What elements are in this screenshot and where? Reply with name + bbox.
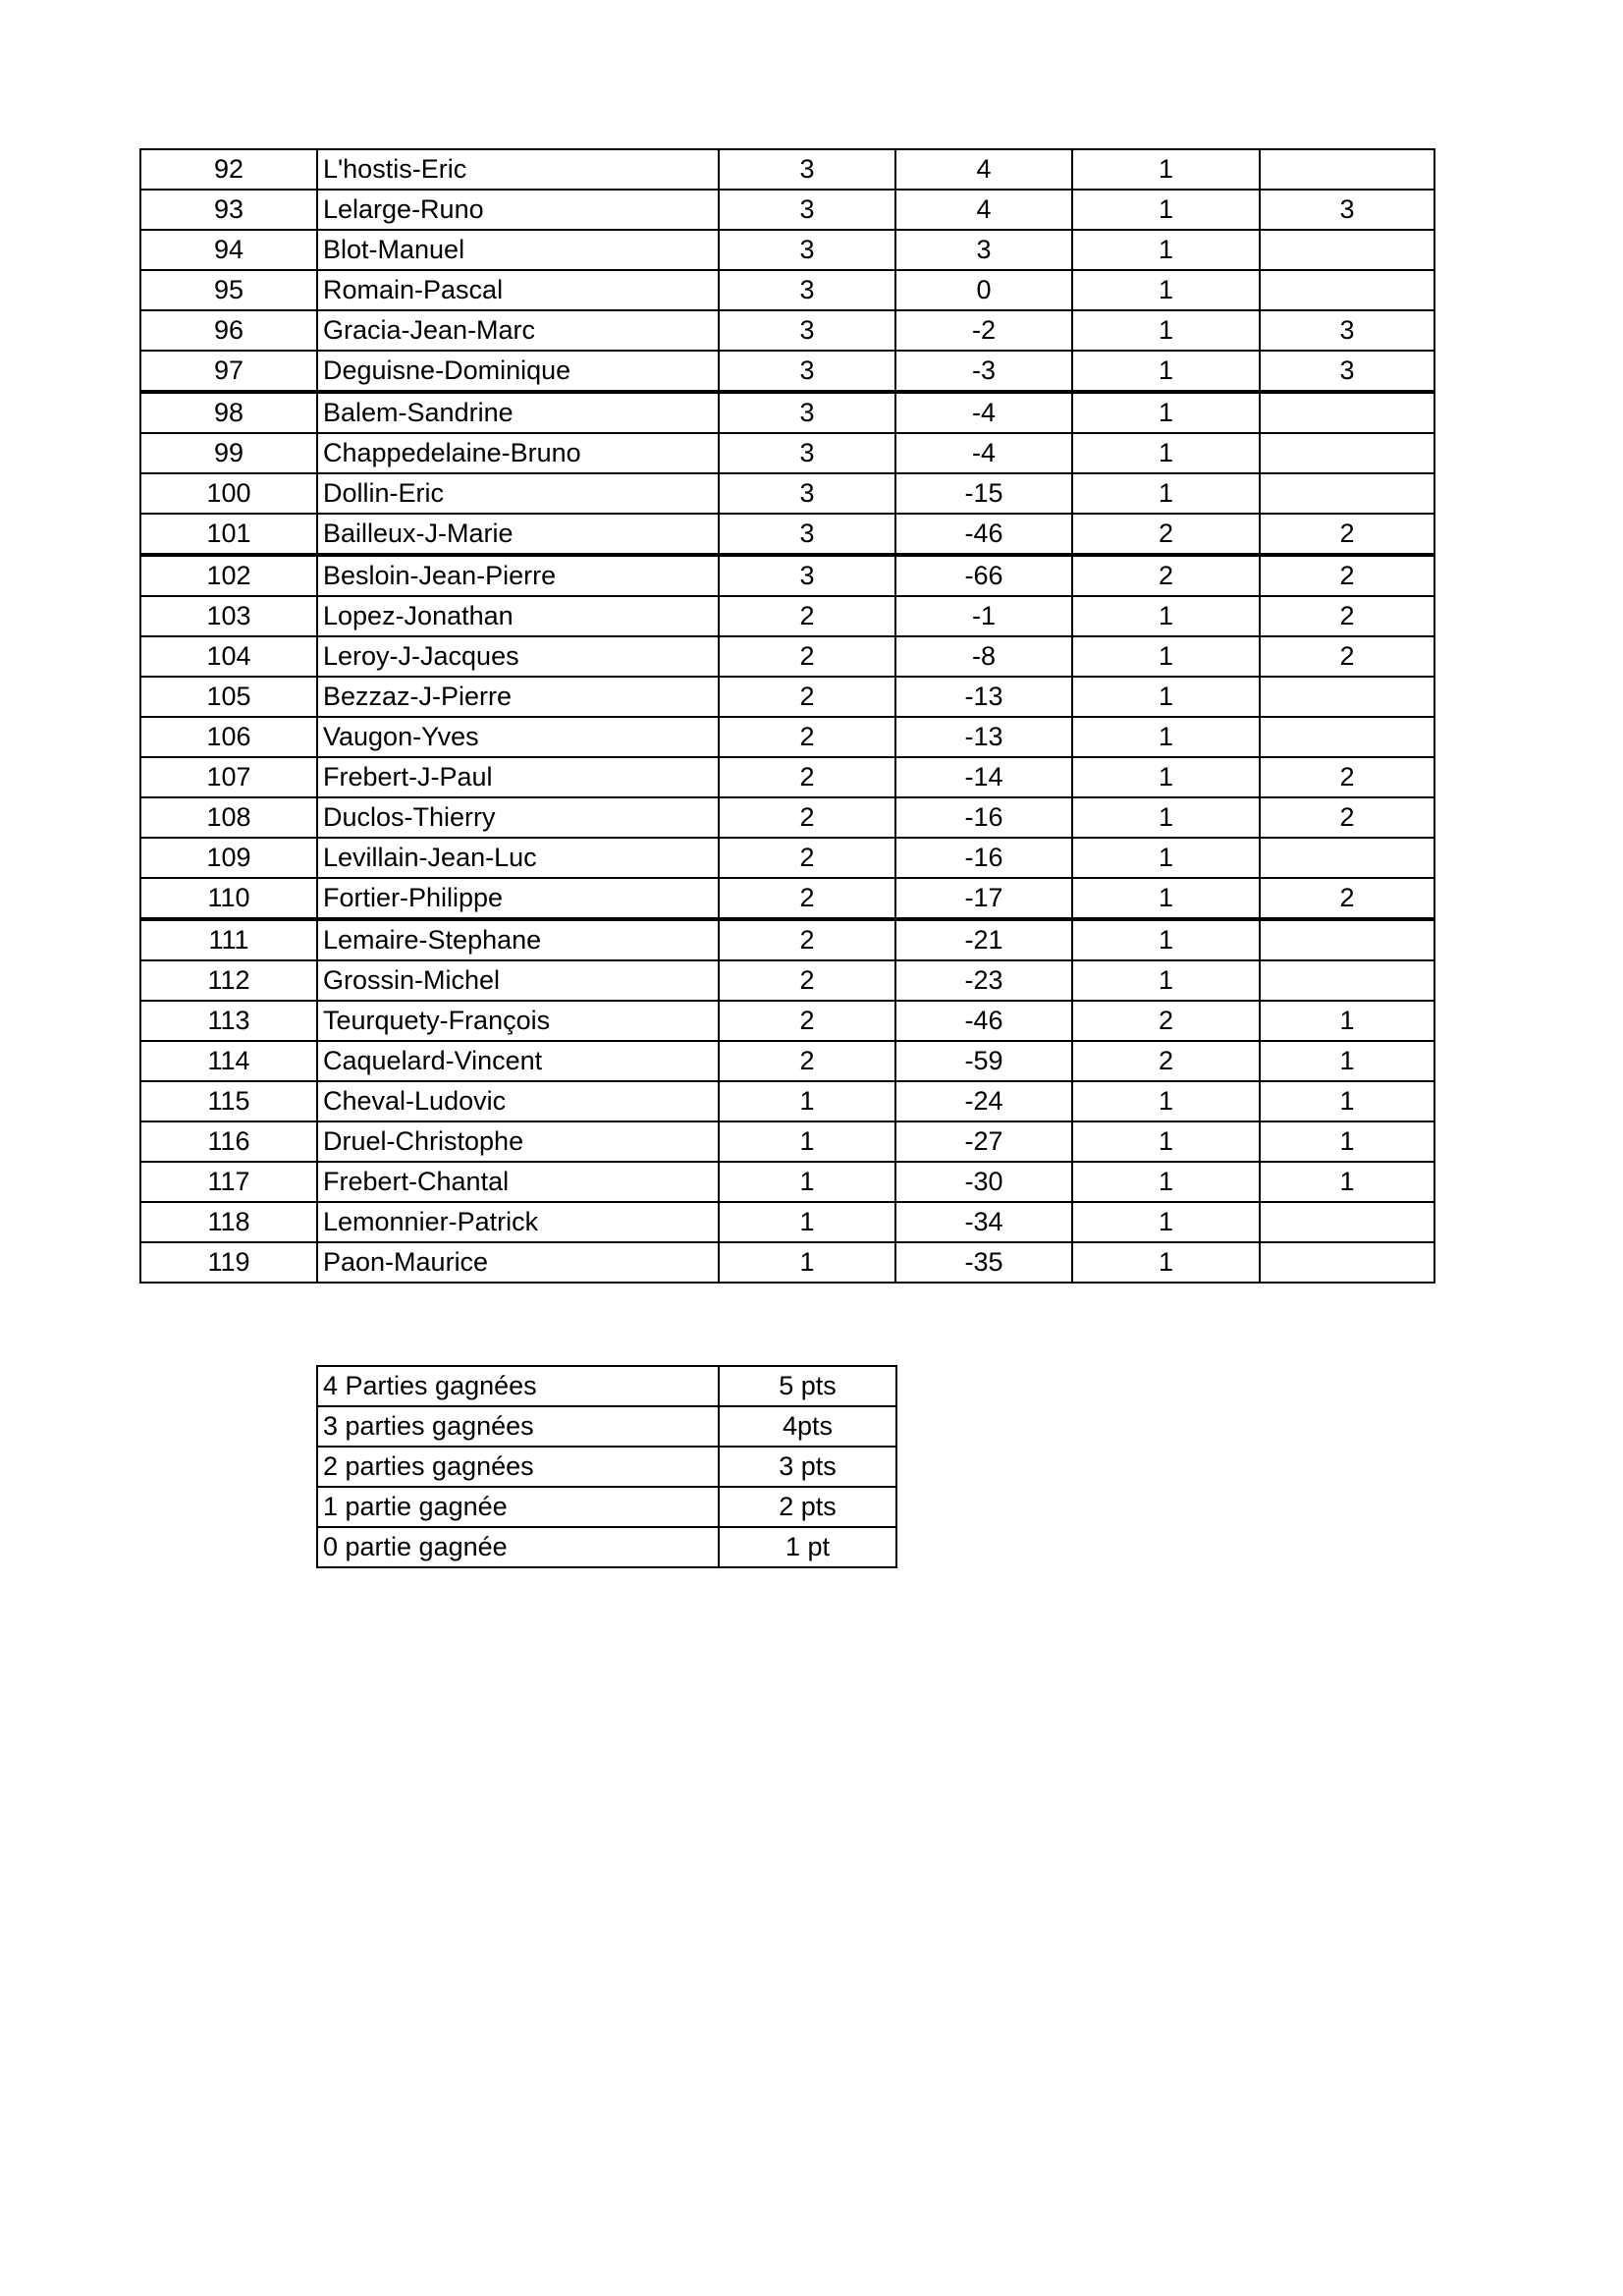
- group-cell: 2: [1072, 1041, 1260, 1081]
- points-cell: [1260, 677, 1434, 717]
- group-cell: 1: [1072, 838, 1260, 878]
- player-name-cell: Frebert-J-Paul: [317, 757, 719, 797]
- games-won-cell: 2: [719, 1041, 895, 1081]
- games-won-cell: 2: [719, 878, 895, 919]
- point-difference-cell: -23: [895, 960, 1072, 1001]
- group-cell: 1: [1072, 270, 1260, 310]
- results-table: [139, 148, 1435, 1284]
- point-difference-cell: -46: [895, 514, 1072, 555]
- table-row: [140, 919, 1434, 960]
- rank-cell: 95: [140, 270, 317, 310]
- group-cell: 1: [1072, 636, 1260, 677]
- player-name-cell: Dollin-Eric: [317, 473, 719, 514]
- point-difference-cell: -46: [895, 1001, 1072, 1041]
- group-cell: 1: [1072, 433, 1260, 473]
- player-name-cell: Chappedelaine-Bruno: [317, 433, 719, 473]
- group-cell: 1: [1072, 919, 1260, 960]
- player-name-cell: Blot-Manuel: [317, 230, 719, 270]
- group-cell: 2: [1072, 555, 1260, 596]
- points-cell: 2: [1260, 514, 1434, 555]
- points-cell: 1: [1260, 1081, 1434, 1121]
- points-cell: 2: [1260, 797, 1434, 838]
- points-value: 2 pts: [719, 1487, 896, 1527]
- points-cell: [1260, 433, 1434, 473]
- table-row: [317, 1527, 896, 1567]
- point-difference-cell: 4: [895, 149, 1072, 190]
- table-row: [140, 1001, 1434, 1041]
- games-won-cell: 3: [719, 433, 895, 473]
- games-won-label: 2 parties gagnées: [317, 1447, 719, 1487]
- rank-cell: 118: [140, 1202, 317, 1242]
- table-row: [140, 757, 1434, 797]
- player-name-cell: Besloin-Jean-Pierre: [317, 555, 719, 596]
- rank-cell: 108: [140, 797, 317, 838]
- points-cell: [1260, 1202, 1434, 1242]
- points-cell: 3: [1260, 310, 1434, 351]
- table-row: [140, 270, 1434, 310]
- games-won-cell: 3: [719, 351, 895, 392]
- table-row: [140, 514, 1434, 555]
- games-won-cell: 2: [719, 1001, 895, 1041]
- player-name-cell: L'hostis-Eric: [317, 149, 719, 190]
- point-difference-cell: -14: [895, 757, 1072, 797]
- group-cell: 1: [1072, 310, 1260, 351]
- table-row: [317, 1487, 896, 1527]
- table-row: [140, 310, 1434, 351]
- group-cell: 1: [1072, 392, 1260, 433]
- games-won-cell: 2: [719, 960, 895, 1001]
- rank-cell: 112: [140, 960, 317, 1001]
- rank-cell: 103: [140, 596, 317, 636]
- point-difference-cell: -16: [895, 797, 1072, 838]
- rank-cell: 92: [140, 149, 317, 190]
- games-won-cell: 3: [719, 149, 895, 190]
- rank-cell: 113: [140, 1001, 317, 1041]
- group-cell: 1: [1072, 1162, 1260, 1202]
- player-name-cell: Lopez-Jonathan: [317, 596, 719, 636]
- games-won-cell: 1: [719, 1162, 895, 1202]
- table-row: [140, 878, 1434, 919]
- table-row: [140, 1081, 1434, 1121]
- games-won-cell: 1: [719, 1202, 895, 1242]
- games-won-cell: 1: [719, 1081, 895, 1121]
- player-name-cell: Deguisne-Dominique: [317, 351, 719, 392]
- rank-cell: 109: [140, 838, 317, 878]
- points-cell: [1260, 230, 1434, 270]
- points-cell: 2: [1260, 878, 1434, 919]
- points-cell: [1260, 960, 1434, 1001]
- point-difference-cell: -4: [895, 392, 1072, 433]
- games-won-cell: 3: [719, 555, 895, 596]
- points-cell: [1260, 270, 1434, 310]
- group-cell: 1: [1072, 797, 1260, 838]
- points-cell: 3: [1260, 190, 1434, 230]
- table-row: [140, 1041, 1434, 1081]
- rank-cell: 116: [140, 1121, 317, 1162]
- group-cell: 1: [1072, 1202, 1260, 1242]
- point-difference-cell: 0: [895, 270, 1072, 310]
- player-name-cell: Fortier-Philippe: [317, 878, 719, 919]
- point-difference-cell: -2: [895, 310, 1072, 351]
- point-difference-cell: 3: [895, 230, 1072, 270]
- group-cell: 1: [1072, 473, 1260, 514]
- point-difference-cell: -13: [895, 717, 1072, 757]
- table-row: [140, 351, 1434, 392]
- point-difference-cell: -24: [895, 1081, 1072, 1121]
- rank-cell: 106: [140, 717, 317, 757]
- points-cell: [1260, 392, 1434, 433]
- games-won-cell: 1: [719, 1242, 895, 1283]
- table-row: [140, 596, 1434, 636]
- point-difference-cell: -21: [895, 919, 1072, 960]
- rank-cell: 107: [140, 757, 317, 797]
- games-won-label: 1 partie gagnée: [317, 1487, 719, 1527]
- player-name-cell: Gracia-Jean-Marc: [317, 310, 719, 351]
- points-cell: 2: [1260, 757, 1434, 797]
- games-won-cell: 3: [719, 270, 895, 310]
- group-cell: 1: [1072, 1121, 1260, 1162]
- table-row: [140, 797, 1434, 838]
- point-difference-cell: -1: [895, 596, 1072, 636]
- point-difference-cell: -17: [895, 878, 1072, 919]
- games-won-cell: 3: [719, 190, 895, 230]
- points-scale-table: [316, 1365, 897, 1568]
- table-row: [140, 1121, 1434, 1162]
- games-won-cell: 1: [719, 1121, 895, 1162]
- rank-cell: 98: [140, 392, 317, 433]
- points-cell: 1: [1260, 1041, 1434, 1081]
- table-row: [140, 433, 1434, 473]
- table-row: [140, 717, 1434, 757]
- group-cell: 1: [1072, 230, 1260, 270]
- group-cell: 1: [1072, 149, 1260, 190]
- point-difference-cell: -8: [895, 636, 1072, 677]
- point-difference-cell: -30: [895, 1162, 1072, 1202]
- points-cell: [1260, 473, 1434, 514]
- player-name-cell: Teurquety-François: [317, 1001, 719, 1041]
- games-won-cell: 2: [719, 636, 895, 677]
- player-name-cell: Lelarge-Runo: [317, 190, 719, 230]
- point-difference-cell: -13: [895, 677, 1072, 717]
- table-row: [317, 1366, 896, 1406]
- point-difference-cell: -59: [895, 1041, 1072, 1081]
- games-won-label: 3 parties gagnées: [317, 1406, 719, 1447]
- games-won-cell: 3: [719, 473, 895, 514]
- group-cell: 1: [1072, 596, 1260, 636]
- player-name-cell: Balem-Sandrine: [317, 392, 719, 433]
- points-value: 5 pts: [719, 1366, 896, 1406]
- table-row: [140, 149, 1434, 190]
- point-difference-cell: -3: [895, 351, 1072, 392]
- group-cell: 1: [1072, 878, 1260, 919]
- group-cell: 1: [1072, 717, 1260, 757]
- table-row: [140, 636, 1434, 677]
- rank-cell: 100: [140, 473, 317, 514]
- player-name-cell: Druel-Christophe: [317, 1121, 719, 1162]
- table-row: [140, 677, 1434, 717]
- rank-cell: 110: [140, 878, 317, 919]
- results-body: [140, 149, 1434, 1283]
- points-value: 3 pts: [719, 1447, 896, 1487]
- table-row: [317, 1406, 896, 1447]
- table-row: [140, 1162, 1434, 1202]
- rank-cell: 97: [140, 351, 317, 392]
- points-cell: [1260, 838, 1434, 878]
- rank-cell: 96: [140, 310, 317, 351]
- point-difference-cell: 4: [895, 190, 1072, 230]
- rank-cell: 102: [140, 555, 317, 596]
- player-name-cell: Bezzaz-J-Pierre: [317, 677, 719, 717]
- group-cell: 1: [1072, 757, 1260, 797]
- games-won-cell: 3: [719, 514, 895, 555]
- table-row: [140, 473, 1434, 514]
- player-name-cell: Paon-Maurice: [317, 1242, 719, 1283]
- games-won-cell: 3: [719, 230, 895, 270]
- games-won-cell: 2: [719, 838, 895, 878]
- group-cell: 1: [1072, 960, 1260, 1001]
- rank-cell: 93: [140, 190, 317, 230]
- point-difference-cell: -15: [895, 473, 1072, 514]
- points-cell: 1: [1260, 1121, 1434, 1162]
- points-cell: 2: [1260, 636, 1434, 677]
- point-difference-cell: -27: [895, 1121, 1072, 1162]
- player-name-cell: Cheval-Ludovic: [317, 1081, 719, 1121]
- points-cell: 3: [1260, 351, 1434, 392]
- group-cell: 1: [1072, 1081, 1260, 1121]
- table-row: [140, 190, 1434, 230]
- points-cell: 1: [1260, 1001, 1434, 1041]
- rank-cell: 101: [140, 514, 317, 555]
- player-name-cell: Lemaire-Stephane: [317, 919, 719, 960]
- games-won-cell: 2: [719, 677, 895, 717]
- rank-cell: 104: [140, 636, 317, 677]
- player-name-cell: Leroy-J-Jacques: [317, 636, 719, 677]
- table-row: [140, 230, 1434, 270]
- group-cell: 1: [1072, 677, 1260, 717]
- rank-cell: 99: [140, 433, 317, 473]
- group-cell: 2: [1072, 514, 1260, 555]
- group-cell: 1: [1072, 351, 1260, 392]
- group-cell: 1: [1072, 190, 1260, 230]
- games-won-cell: 2: [719, 797, 895, 838]
- points-value: 1 pt: [719, 1527, 896, 1567]
- points-value: 4pts: [719, 1406, 896, 1447]
- group-cell: 2: [1072, 1001, 1260, 1041]
- point-difference-cell: -35: [895, 1242, 1072, 1283]
- group-cell: 1: [1072, 1242, 1260, 1283]
- points-cell: [1260, 919, 1434, 960]
- rank-cell: 119: [140, 1242, 317, 1283]
- point-difference-cell: -4: [895, 433, 1072, 473]
- points-scale-body: [317, 1366, 896, 1567]
- table-row: [140, 1242, 1434, 1283]
- player-name-cell: Vaugon-Yves: [317, 717, 719, 757]
- rank-cell: 105: [140, 677, 317, 717]
- table-row: [317, 1447, 896, 1487]
- games-won-cell: 2: [719, 919, 895, 960]
- points-cell: [1260, 149, 1434, 190]
- rank-cell: 94: [140, 230, 317, 270]
- rank-cell: 117: [140, 1162, 317, 1202]
- points-cell: [1260, 717, 1434, 757]
- point-difference-cell: -66: [895, 555, 1072, 596]
- points-cell: 2: [1260, 596, 1434, 636]
- point-difference-cell: -34: [895, 1202, 1072, 1242]
- player-name-cell: Frebert-Chantal: [317, 1162, 719, 1202]
- rank-cell: 114: [140, 1041, 317, 1081]
- rank-cell: 115: [140, 1081, 317, 1121]
- point-difference-cell: -16: [895, 838, 1072, 878]
- table-row: [140, 1202, 1434, 1242]
- player-name-cell: Caquelard-Vincent: [317, 1041, 719, 1081]
- player-name-cell: Lemonnier-Patrick: [317, 1202, 719, 1242]
- points-cell: [1260, 1242, 1434, 1283]
- player-name-cell: Duclos-Thierry: [317, 797, 719, 838]
- rank-cell: 111: [140, 919, 317, 960]
- games-won-cell: 3: [719, 392, 895, 433]
- player-name-cell: Romain-Pascal: [317, 270, 719, 310]
- player-name-cell: Levillain-Jean-Luc: [317, 838, 719, 878]
- table-row: [140, 392, 1434, 433]
- points-cell: 1: [1260, 1162, 1434, 1202]
- table-row: [140, 960, 1434, 1001]
- table-row: [140, 838, 1434, 878]
- games-won-label: 0 partie gagnée: [317, 1527, 719, 1567]
- player-name-cell: Grossin-Michel: [317, 960, 719, 1001]
- table-row: [140, 555, 1434, 596]
- games-won-label: 4 Parties gagnées: [317, 1366, 719, 1406]
- points-cell: 2: [1260, 555, 1434, 596]
- games-won-cell: 3: [719, 310, 895, 351]
- games-won-cell: 2: [719, 717, 895, 757]
- games-won-cell: 2: [719, 757, 895, 797]
- player-name-cell: Bailleux-J-Marie: [317, 514, 719, 555]
- games-won-cell: 2: [719, 596, 895, 636]
